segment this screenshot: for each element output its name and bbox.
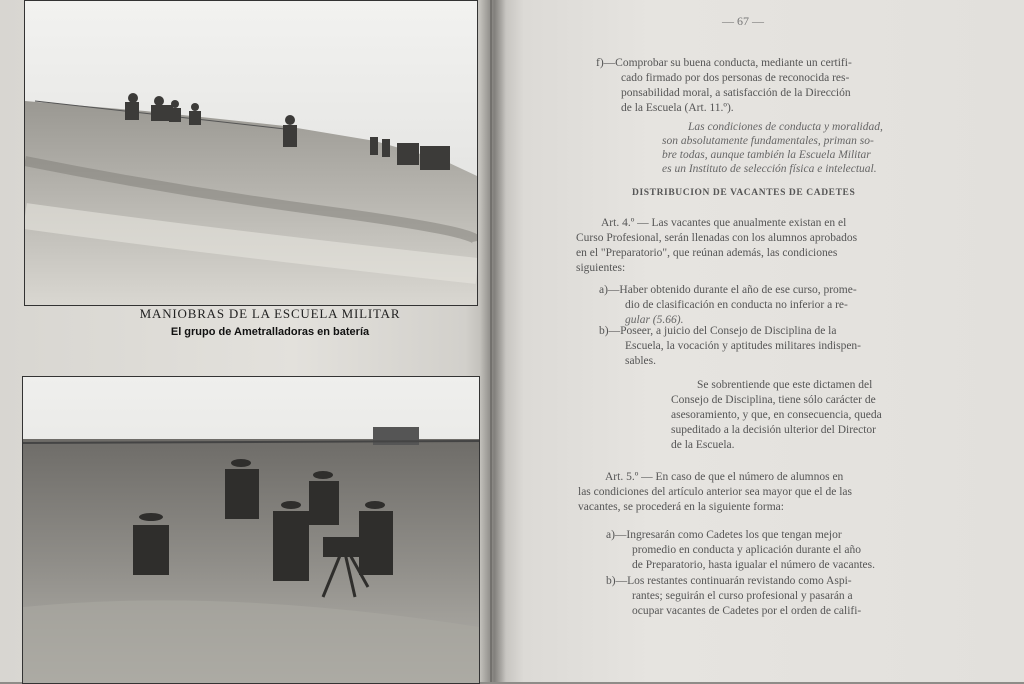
text-line: vacantes, se procederá en la siguiente forma:: [578, 501, 784, 513]
text-line: promedio en conducta y aplicación durante el año: [632, 544, 861, 556]
text-line: a)—Haber obtenido durante el año de ese curso, prome-: [599, 284, 857, 296]
text-line: Curso Profesional, serán llenadas con los alumnos aprobados: [576, 232, 858, 244]
photo-soldiers-in-field: [22, 376, 480, 684]
text-line: rantes; seguirán el curso profesional y pasarán a: [632, 590, 853, 602]
text-line: supeditado a la decisión ulterior del Director: [671, 424, 877, 436]
photo-caption-title: MANIOBRAS DE LA ESCUELA MILITAR: [139, 306, 401, 321]
text-line: de la Escuela (Art. 11.º).: [621, 102, 734, 114]
section-heading: DISTRIBUCION DE VACANTES DE CADETES: [632, 188, 856, 198]
text-line: asesoramiento, y que, en consecuencia, queda: [671, 409, 882, 421]
text-line: de la Escuela.: [671, 439, 735, 451]
text-line: en el "Preparatorio", que reúnan además, las condiciones: [576, 247, 838, 259]
text-line: a)—Ingresarán como Cadetes los que tengan mejor: [606, 529, 842, 541]
text-line: son absolutamente fundamentales, priman so-: [662, 135, 874, 147]
text-line: bre todas, aunque también la Escuela Militar: [662, 149, 871, 161]
text-line: Escuela, la vocación y aptitudes militares indispen-: [625, 340, 861, 352]
text-line: Consejo de Disciplina, tiene sólo carácter de: [671, 394, 876, 406]
text-line: Las condiciones de conducta y moralidad,: [688, 121, 883, 133]
text-line: b)—Poseer, a juicio del Consejo de Disciplina de la: [599, 325, 837, 337]
text-line: Art. 5.º — En caso de que el número de alumnos en: [605, 471, 844, 483]
text-line: las condiciones del artículo anterior sea mayor que el de las: [578, 486, 852, 498]
text-line: cado firmado por dos personas de reconocida res-: [621, 72, 850, 84]
text-line: ponsabilidad moral, a satisfacción de la Dirección: [621, 87, 851, 99]
text-line: Art. 4.º — Las vacantes que anualmente existan en el: [601, 217, 847, 229]
text-line: siguientes:: [576, 262, 626, 274]
photo-machine-gun-group-hillside: [24, 0, 478, 306]
page-number: — 67 —: [722, 14, 764, 28]
text-line: de Preparatorio, hasta igualar el número de vacantes.: [632, 559, 875, 571]
text-line: f)—Comprobar su buena conducta, mediante un certifi-: [596, 57, 852, 69]
text-line: sables.: [625, 355, 656, 367]
text-line: gular (5.66).: [625, 314, 684, 326]
text-line: dio de clasificación en conducta no inferior a re-: [625, 299, 848, 311]
photo-caption-subtitle: El grupo de Ametralladoras en batería: [170, 326, 370, 338]
book-gutter: [480, 0, 506, 682]
text-line: b)—Los restantes continuarán revistando como Aspi-: [606, 575, 852, 587]
text-line: Se sobrentiende que este dictamen del: [697, 379, 873, 391]
text-line: es un Instituto de selección física e intelectual.: [662, 163, 877, 175]
text-line: ocupar vacantes de Cadetes por el orden de califi-: [632, 605, 862, 617]
